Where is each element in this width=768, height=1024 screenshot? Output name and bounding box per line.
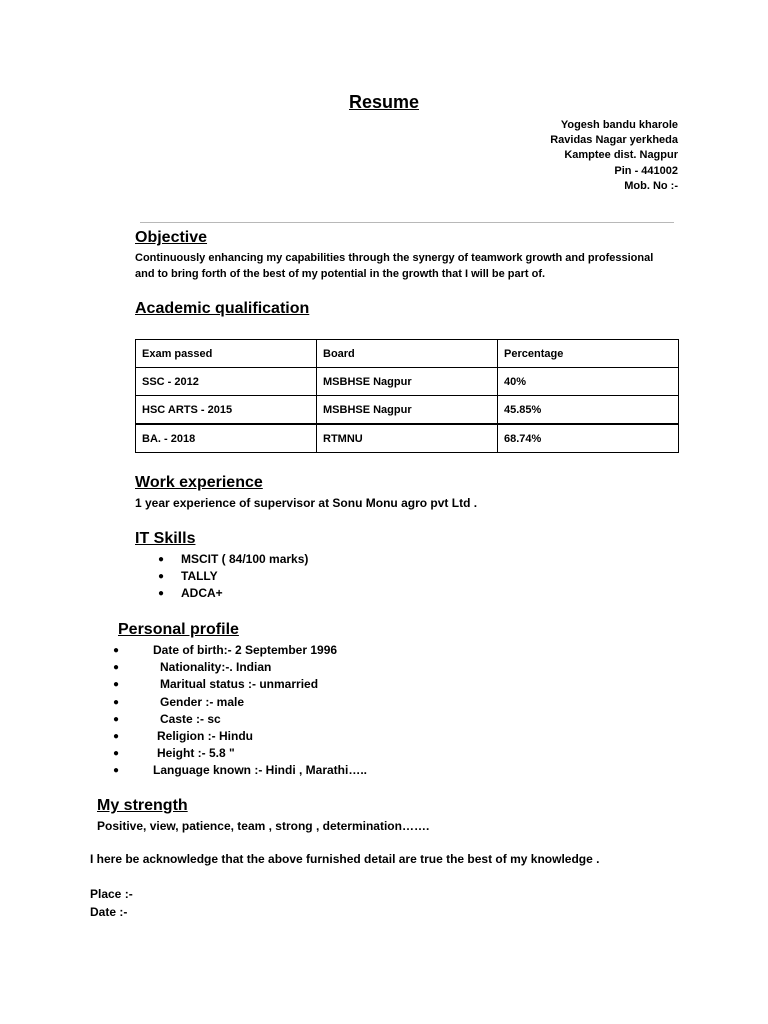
place-label: Place :- [90,887,133,901]
bullet-icon: ● [113,730,120,742]
list-item [113,762,367,779]
table-row [136,396,679,425]
list-item [158,568,308,585]
table-header-cell: Exam passed [136,340,317,368]
resume-title: Resume [348,92,420,112]
bullet-icon: ● [113,713,120,725]
objective-heading: Objective [135,229,208,246]
list-item [158,551,308,568]
bullet-icon: ● [113,679,120,691]
list-item [113,676,367,693]
header-divider [140,222,674,223]
academic-table [135,339,679,453]
declaration-text: I here be acknowledge that the above furnished detail are true the best of my knowledge . [90,852,600,866]
table-row [136,424,679,453]
bullet-icon: ● [113,765,120,777]
table-cell: RTMNU [317,424,498,453]
table-cell: 40% [498,368,679,396]
list-item [158,585,308,602]
academic-heading: Academic qualification [135,300,310,317]
date-label: Date :- [90,905,128,919]
work-heading: Work experience [135,474,263,491]
contact-address-line-2: Kamptee dist. Nagpur [564,149,678,162]
contact-name: Yogesh bandu kharole [560,119,678,131]
skill-label: MSCIT ( 84/100 marks) [181,552,309,566]
it-skills-list [158,551,308,603]
list-item [113,659,367,676]
contact-block [550,118,678,194]
list-item [113,642,367,659]
table-cell: HSC ARTS - 2015 [136,396,317,425]
table-cell: 45.85% [498,396,679,425]
strength-heading: My strength [97,797,188,814]
contact-address-line-1: Ravidas Nagar yerkheda [550,134,678,147]
table-cell: MSBHSE Nagpur [317,368,498,396]
table-cell: MSBHSE Nagpur [317,396,498,425]
bullet-icon: ● [158,588,165,600]
table-cell: BA. - 2018 [136,424,317,453]
objective-line-1: Continuously enhancing my capabilities through the synergy of teamwork growth and professional [135,252,654,264]
objective-text [135,251,653,282]
bullet-icon: ● [113,645,120,656]
work-text: 1 year experience of supervisor at Sonu Monu agro pvt Ltd . [135,496,478,510]
strength-text: Positive, view, patience, team , strong , determination……. [97,819,430,833]
table-header-cell: Board [317,340,498,368]
skill-label: ADCA+ [181,586,223,601]
profile-item: Caste :- sc [160,711,221,726]
profile-item: Language known :- Hindi , Marathi….. [153,763,368,778]
profile-item: Maritual status :- unmarried [160,677,319,692]
bullet-icon: ● [113,662,120,674]
profile-item: Height :- 5.8 " [157,746,235,761]
skill-label: TALLY [181,569,218,584]
objective-line-2: and to bring forth of the best of my potential in the growth that I will be part of. [135,267,546,280]
table-row [136,368,679,396]
bullet-icon: ● [158,571,165,583]
bullet-icon: ● [113,748,120,760]
list-item [113,711,367,728]
it-skills-heading: IT Skills [135,530,196,547]
profile-item: Gender :- male [160,694,245,709]
list-item [113,728,367,745]
table-header-row [136,340,679,368]
personal-list [113,642,367,780]
bullet-icon: ● [113,696,120,708]
contact-mobile: Mob. No :- [624,179,678,192]
contact-pin: Pin - 441002 [614,164,678,177]
list-item [113,745,367,762]
bullet-icon: ● [158,554,165,565]
profile-item: Nationality:-. Indian [160,660,272,675]
table-header-cell: Percentage [498,340,679,368]
table-cell: SSC - 2012 [136,368,317,396]
list-item [113,694,367,711]
table-cell: 68.74% [498,424,679,453]
profile-item: Date of birth:- 2 September 1996 [153,643,338,657]
personal-heading: Personal profile [118,621,239,638]
profile-item: Religion :- Hindu [157,728,253,743]
